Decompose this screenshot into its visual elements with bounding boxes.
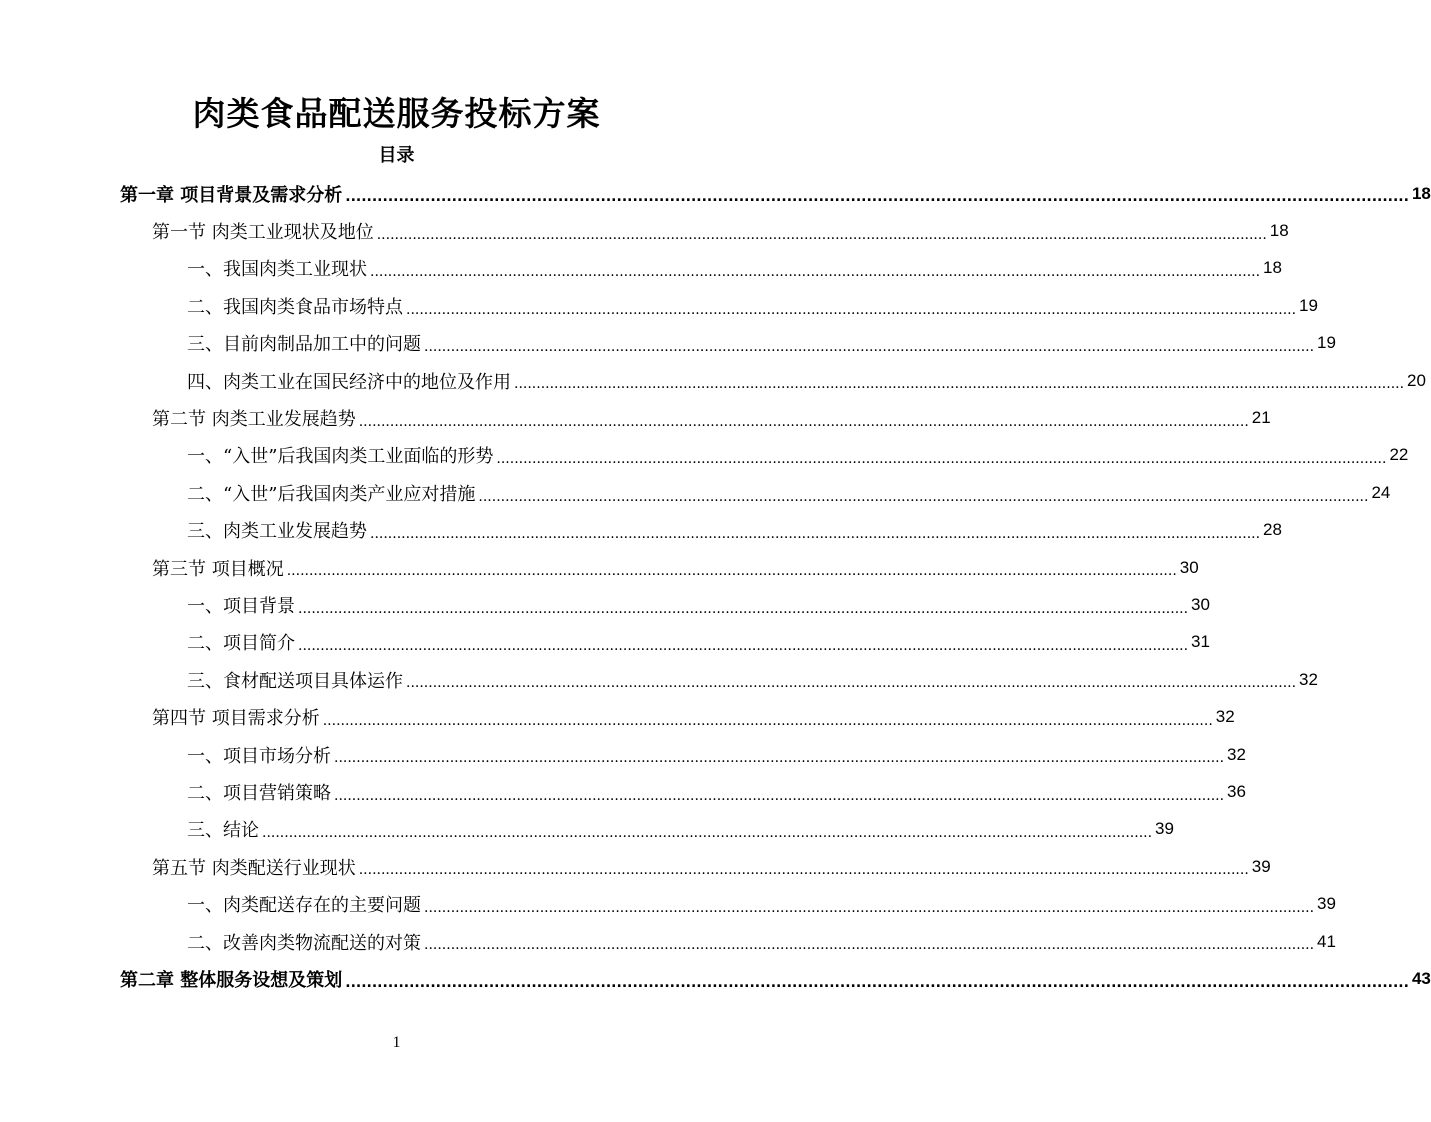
toc-entry-label: 三、肉类工业发展趋势 bbox=[187, 521, 367, 543]
dot-leader: ........................................................................................................................................................................................................ bbox=[334, 787, 1225, 804]
toc-entry[interactable] bbox=[0, 848, 1271, 885]
dot-leader: ........................................................................................................................................................................................................ bbox=[358, 862, 1249, 879]
toc-entry-label: 二、项目简介 bbox=[187, 633, 295, 655]
dot-leader: ........................................................................................................................................................................................................ bbox=[406, 675, 1297, 692]
dot-leader: ........................................................................................................................................................................................................ bbox=[298, 638, 1189, 655]
toc-entry-label: 第二节 肉类工业发展趋势 bbox=[152, 409, 356, 431]
dot-leader: ........................................................................................................................................................................................................ bbox=[514, 376, 1405, 393]
dot-leader: ........................................................................................................................................................................................................ bbox=[370, 525, 1261, 542]
toc-entry[interactable] bbox=[0, 773, 1246, 810]
dot-leader: ........................................................................................................................................................................................................ bbox=[496, 451, 1387, 468]
toc-entry-label: 第一章 项目背景及需求分析 bbox=[120, 184, 343, 206]
toc-entry[interactable] bbox=[0, 399, 1271, 436]
toc-entry[interactable] bbox=[0, 474, 1391, 511]
toc-entry-page: 32 bbox=[1227, 744, 1246, 764]
dot-leader: ........................................................................................................................................................................................................ bbox=[478, 488, 1369, 505]
toc-entry[interactable] bbox=[0, 698, 1235, 735]
dot-leader: ........................................................................................................................................................................................................ bbox=[286, 563, 1177, 580]
toc-entry-label: 一、项目背景 bbox=[187, 595, 295, 617]
toc-entry-label: 三、结论 bbox=[187, 820, 259, 842]
dot-leader: ........................................................................................................................................................................................................ bbox=[298, 600, 1189, 617]
page-title: 肉类食品配送服务投标方案 bbox=[192, 94, 601, 133]
toc-entry-page: 18 bbox=[1411, 183, 1431, 203]
toc-entry-page: 41 bbox=[1317, 931, 1336, 951]
toc-entry-page: 21 bbox=[1251, 408, 1271, 428]
toc-entry[interactable] bbox=[0, 661, 1318, 698]
toc-entry[interactable] bbox=[0, 736, 1246, 773]
toc-entry-page: 20 bbox=[1407, 370, 1426, 390]
toc-entry[interactable] bbox=[0, 175, 1431, 212]
toc-entry-page: 31 bbox=[1191, 632, 1210, 652]
table-of-contents bbox=[0, 175, 1431, 998]
dot-leader: ........................................................................................................................................................................................................ bbox=[262, 825, 1153, 842]
toc-heading: 目录 bbox=[378, 145, 415, 166]
toc-entry[interactable] bbox=[0, 362, 1426, 399]
dot-leader: ........................................................................................................................................................................................................ bbox=[376, 226, 1267, 243]
dot-leader: ........................................................................................................................................................................................................ bbox=[345, 974, 1409, 991]
page-number: 1 bbox=[392, 1034, 401, 1051]
toc-entry[interactable] bbox=[0, 549, 1199, 586]
toc-entry-page: 18 bbox=[1263, 258, 1282, 278]
dot-leader: ........................................................................................................................................................................................................ bbox=[424, 338, 1315, 355]
toc-entry[interactable] bbox=[0, 250, 1282, 287]
toc-entry[interactable] bbox=[0, 287, 1318, 324]
toc-entry-label: 第四节 项目需求分析 bbox=[152, 708, 320, 730]
toc-entry-page: 24 bbox=[1371, 482, 1391, 502]
dot-leader: ........................................................................................................................................................................................................ bbox=[345, 189, 1409, 206]
toc-entry[interactable] bbox=[0, 624, 1210, 661]
dot-leader: ........................................................................................................................................................................................................ bbox=[358, 413, 1249, 430]
dot-leader: ........................................................................................................................................................................................................ bbox=[424, 937, 1315, 954]
dot-leader: ........................................................................................................................................................................................................ bbox=[424, 899, 1315, 916]
dot-leader: ........................................................................................................................................................................................................ bbox=[322, 712, 1213, 729]
toc-entry-label: 二、项目营销策略 bbox=[187, 782, 331, 804]
dot-leader: ........................................................................................................................................................................................................ bbox=[334, 750, 1225, 767]
toc-entry-label: 一、肉类配送存在的主要问题 bbox=[187, 895, 421, 917]
toc-entry[interactable] bbox=[0, 586, 1210, 623]
toc-entry-label: 二、我国肉类食品市场特点 bbox=[187, 296, 403, 318]
toc-entry[interactable] bbox=[0, 437, 1409, 474]
toc-entry-label: 二、改善肉类物流配送的对策 bbox=[187, 932, 421, 954]
toc-entry-label: 一、我国肉类工业现状 bbox=[187, 259, 367, 281]
toc-entry-label: 一、项目市场分析 bbox=[187, 745, 331, 767]
toc-entry[interactable] bbox=[0, 923, 1336, 960]
toc-entry-page: 43 bbox=[1411, 968, 1431, 988]
toc-entry-page: 36 bbox=[1227, 781, 1246, 801]
toc-entry-label: 第三节 项目概况 bbox=[152, 558, 284, 580]
toc-entry-page: 19 bbox=[1317, 333, 1336, 353]
toc-entry-label: 四、肉类工业在国民经济中的地位及作用 bbox=[187, 371, 511, 393]
toc-entry-label: 三、食材配送项目具体运作 bbox=[187, 670, 403, 692]
toc-entry-page: 18 bbox=[1269, 221, 1289, 241]
dot-leader: ........................................................................................................................................................................................................ bbox=[370, 264, 1261, 281]
toc-entry-page: 28 bbox=[1263, 520, 1282, 540]
toc-entry-page: 19 bbox=[1299, 295, 1318, 315]
toc-entry-page: 32 bbox=[1215, 707, 1235, 727]
toc-entry[interactable] bbox=[0, 885, 1336, 922]
toc-entry[interactable] bbox=[0, 212, 1289, 249]
toc-entry[interactable] bbox=[0, 960, 1431, 997]
dot-leader: ........................................................................................................................................................................................................ bbox=[406, 301, 1297, 318]
toc-entry-label: 第二章 整体服务设想及策划 bbox=[120, 969, 343, 991]
toc-entry-page: 39 bbox=[1251, 856, 1271, 876]
toc-entry-label: 一、“入世”后我国肉类工业面临的形势 bbox=[187, 446, 494, 468]
toc-entry-page: 32 bbox=[1299, 669, 1318, 689]
toc-entry-page: 39 bbox=[1155, 819, 1174, 839]
toc-entry-label: 第一节 肉类工业现状及地位 bbox=[152, 222, 374, 244]
toc-entry[interactable] bbox=[0, 811, 1174, 848]
toc-entry-page: 30 bbox=[1191, 594, 1210, 614]
toc-entry-label: 第五节 肉类配送行业现状 bbox=[152, 857, 356, 879]
toc-entry-page: 22 bbox=[1389, 445, 1409, 465]
toc-entry-label: 二、“入世”后我国肉类产业应对措施 bbox=[187, 483, 476, 505]
toc-entry-page: 30 bbox=[1179, 557, 1199, 577]
toc-entry-label: 三、目前肉制品加工中的问题 bbox=[187, 334, 421, 356]
toc-entry[interactable] bbox=[0, 512, 1282, 549]
toc-entry-page: 39 bbox=[1317, 894, 1336, 914]
toc-entry[interactable] bbox=[0, 325, 1336, 362]
